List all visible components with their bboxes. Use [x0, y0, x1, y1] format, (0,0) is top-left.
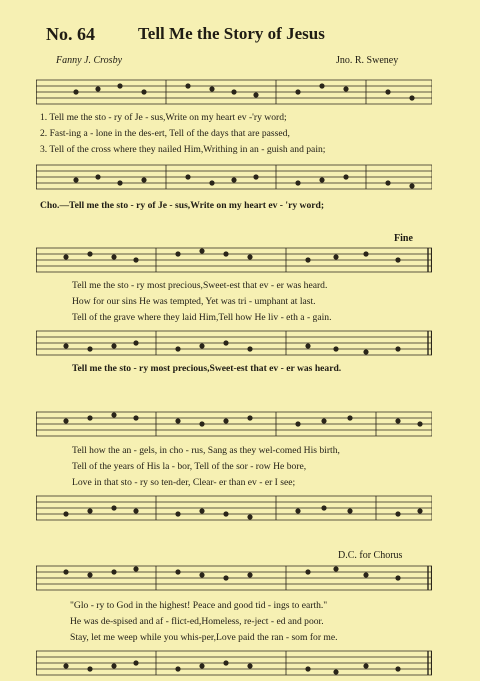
hymn-title: Tell Me the Story of Jesus	[138, 24, 325, 43]
chorus-line: Tell me the sto - ry most precious,Sweet-est that ev - er was heard.	[72, 363, 342, 374]
lyric-line: How for our sins He was tempted, Yet was tri - umphant at last.	[72, 296, 316, 307]
treble-staff	[36, 564, 432, 592]
treble-staff	[36, 78, 432, 106]
lyric-line: Tell me the sto - ry most precious,Sweet-est that ev - er was heard.	[72, 280, 328, 291]
lyric-line: He was de-spised and af - flict-ed,Homeless, re-ject - ed and poor.	[70, 616, 324, 627]
bass-staff	[36, 163, 432, 191]
lyric-line: 2. Fast-ing a - lone in the des-ert, Tell of the days that are passed,	[40, 128, 290, 139]
chorus-line: Cho.—Tell me the sto - ry of Je - sus,Write on my heart ev - 'ry word;	[40, 200, 325, 211]
lyric-line: 3. Tell of the cross where they nailed Him,Writhing in an - guish and pain;	[40, 144, 326, 155]
lyric-line: Love in that sto - ry so ten-der, Clear- er than ev - er I see;	[72, 477, 296, 488]
bass-staff	[36, 329, 432, 357]
lyricist-credit: Fanny J. Crosby	[56, 55, 123, 66]
lyric-line: 1. Tell me the sto - ry of Je - sus,Write on my heart ev -'ry word;	[40, 112, 287, 123]
lyric-line: Tell how the an - gels, in cho - rus, Sang as they wel-comed His birth,	[72, 445, 340, 456]
treble-staff	[36, 410, 432, 438]
fine-mark: Fine	[394, 233, 413, 244]
hymn-number: No. 64	[46, 24, 95, 44]
composer-credit: Jno. R. Sweney	[336, 55, 399, 66]
bass-staff	[36, 494, 432, 522]
lyric-line: Stay, let me weep while you whis-per,Love paid the ran - som for me.	[70, 632, 338, 643]
lyric-line: "Glo - ry to God in the highest! Peace and good tid - ings to earth."	[70, 600, 328, 611]
lyric-line: Tell of the years of His la - bor, Tell of the sor - row He bore,	[72, 461, 307, 472]
dc-mark: D.C. for Chorus	[338, 550, 403, 561]
bass-staff	[36, 649, 432, 677]
treble-staff	[36, 246, 432, 274]
lyric-line: Tell of the grave where they laid Him,Tell how He liv - eth a - gain.	[72, 312, 332, 323]
